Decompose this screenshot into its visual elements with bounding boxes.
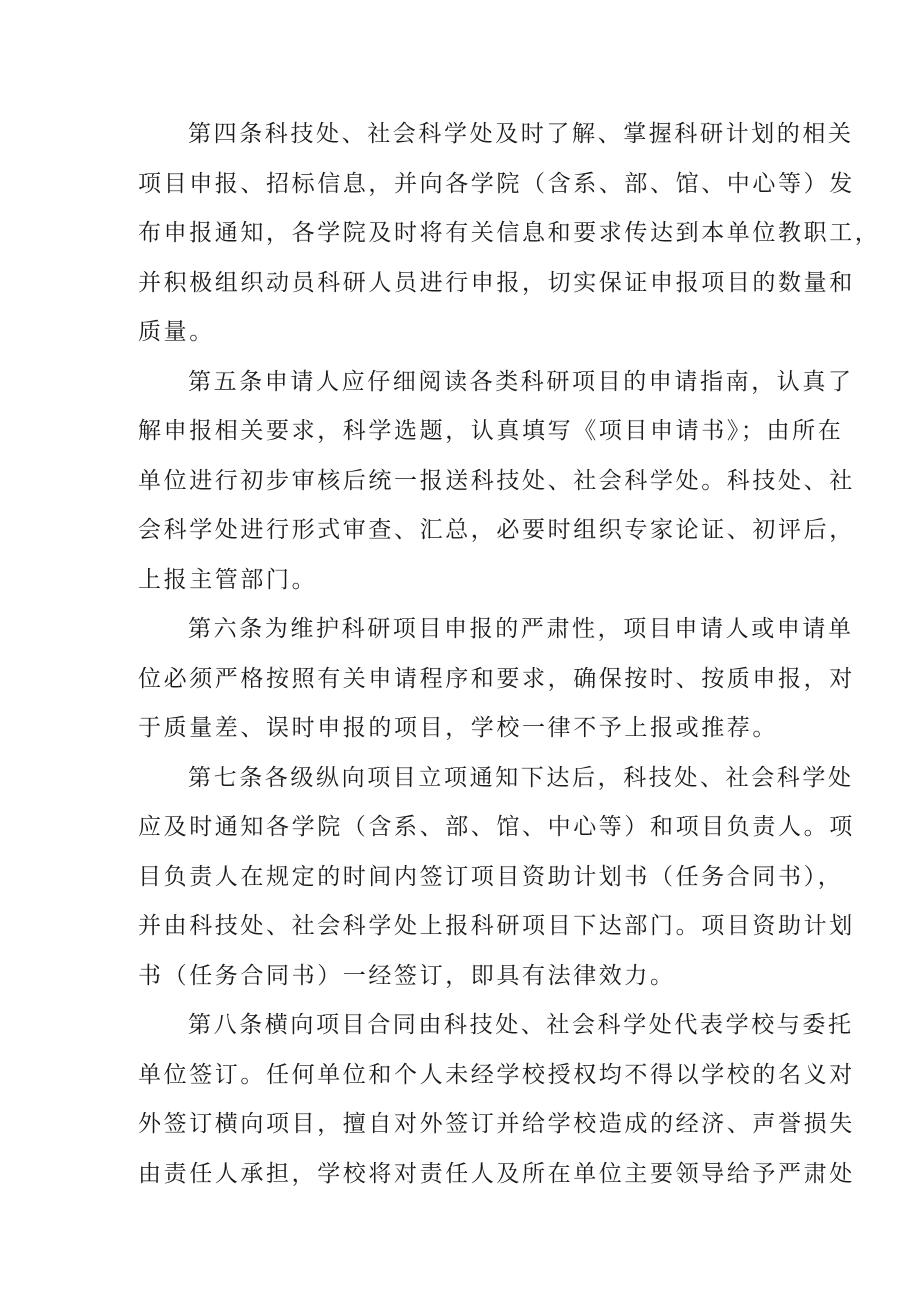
text-line: 第七条各级纵向项目立项通知下达后，科技处、社会科学处 [188,764,854,791]
text-line: 质量。 [138,319,215,345]
text-line: 单位签订。任何单位和个人未经学校授权均不得以学校的名义对 [138,1061,855,1088]
text-line: 外签订横向项目，擅自对外签订并给学校造成的经济、声誉损失 [138,1111,855,1137]
text-line: 书（任务合同书）一经签订，即具有法律效力。 [138,962,676,989]
text-line: 于质量差、误时申报的项目，学校一律不予上报或推荐。 [138,715,778,741]
article-8-paragraph [138,1001,855,1199]
text-line: 第五条申请人应仔细阅读各类科研项目的申请指南，认真了 [188,368,854,395]
article-7-paragraph [138,754,855,1002]
article-6-paragraph [138,605,855,754]
text-line: 会科学处进行形式审查、汇总，必要时组织专家论证、初评后， [138,517,855,543]
text-line: 并由科技处、社会科学处上报科研项目下达部门。项目资助计划 [138,913,855,939]
text-line: 目负责人在规定的时间内签订项目资助计划书（任务合同书）， [138,863,844,890]
text-line: 项目申报、招标信息，并向各学院（含系、部、馆、中心等）发 [138,170,855,197]
text-line: 应及时通知各学院（含系、部、馆、中心等）和项目负责人。项 [138,814,855,840]
text-line: 单位进行初步审核后统一报送科技处、社会科学处。科技处、社 [138,467,855,494]
text-line: 第四条科技处、社会科学处及时了解、掌握科研计划的相关 [188,121,854,147]
text-line: 并积极组织动员科研人员进行申报，切实保证申报项目的数量和 [138,269,855,296]
text-line: 布申报通知，各学院及时将有关信息和要求传达到本单位教职工， [138,220,881,246]
text-line: 上报主管部门。 [138,566,318,593]
text-line: 第六条为维护科研项目申报的严肃性，项目申请人或申请单 [188,616,854,642]
text-line: 位必须严格按照有关申请程序和要求，确保按时、按质申报，对 [138,665,855,692]
text-line: 解申报相关要求，科学选题，认真填写《项目申请书》；由所在 [138,418,844,444]
text-line: 第八条横向项目合同由科技处、社会科学处代表学校与委托 [188,1012,854,1038]
article-4-paragraph [138,110,881,358]
article-5-paragraph [138,358,855,606]
document-body [138,110,881,1199]
text-line: 由责任人承担，学校将对责任人及所在单位主要领导给予严肃处 [138,1160,855,1187]
